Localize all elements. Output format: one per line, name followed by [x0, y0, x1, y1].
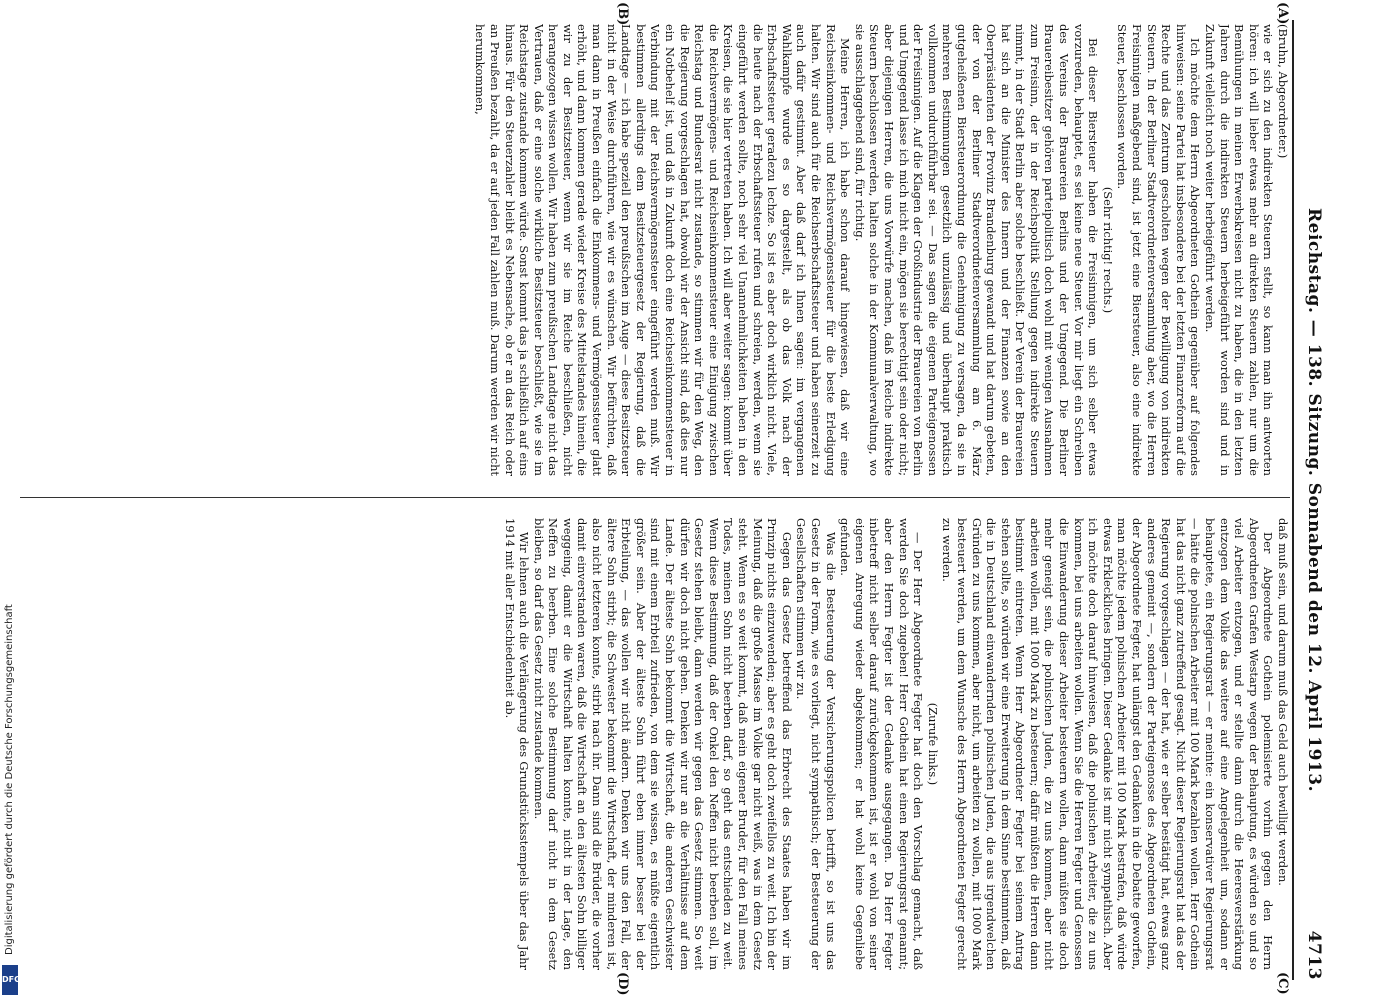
paragraph: — Der Herr Abgeordnete Fegter hat doch den Vorschlag gemacht, daß werden Sie doch zugeben! Herr Gothein hat einen Regierungsrat genannt; aber den Herrn Fegter ist der Gedanke ausgegangen. Da Herr Fegter inbetreff nicht selber darauf zurückgekommen ist, ist er wohl von seiner eigenen Anregung wieder abgekommen; er hat wohl keine Gegenliebe gefunden. [838, 518, 926, 970]
paragraph: wie er sich zu den indirekten Steuern stellt, so kann man ihn antworten hören: ich will lieber etwas mehr an direkten Steuern zahlen, nur um die Bemühungen in meinen Erwerbskreisen nicht zu haben, die in den letzten Jahren durch die indirekten Steuern herbeigeführt worden sind und in Zukunft vielleicht noch weiter herbeigeführt werden. [1203, 24, 1276, 476]
paragraph: Wir lehnen auch die Verlängerung des Grundstücksstempels über das Jahr 1914 mit aller Entschiedenheit ab. [502, 518, 532, 970]
interjection: (Sehr richtig! rechts.) [1100, 186, 1115, 314]
margin-letter-c: (C) [1275, 972, 1290, 995]
paragraph: daß muß sein, und darum muß das Geld auch bewilligt werden. [1276, 518, 1290, 886]
paragraph: Ich möchte dem Herrn Abgeordneten Gothein gegenüber auf folgendes hinweisen: seine Partei hat insbesondere bei der letzten Finanzreform auf die Rechte und das Zentrum gescholten wegen der Bewilligung von indirekten Steuern. In der Berliner Stadtverordnetenversammlung aber, wo die Herren Freisinnigen maßgebend sind, ist jetzt eine Biersteuer, also eine indirekte Steuer, beschlossen worden. [1115, 24, 1203, 476]
page-number: 4713 [1304, 930, 1324, 980]
interjection: (Zurufe links.) [925, 702, 940, 786]
paragraph: Was die Besteuerung der Versicherungspolicen betrifft, so ist uns das Gesetz in der Form, wie es vorliegt, nicht sympathisch; der Besteuerung der Gesellschaften stimmen wir zu. [794, 518, 838, 970]
column-divider [20, 497, 1290, 498]
paragraph: Der Abgeordnete Gothein polemisierte vorhin gegen den Herrn Abgeordneten Grafen Westarp wegen der Behauptung, es würden so und so viel Arbeiter entzogen, und er stellte dann durch die Heeresverstärkung entzogen dem Volke das weitere auf eine Angelegenheit um, sodann er behauptete, ein Regierungsrat — er meinte: ein konservativer Regierungsrat — hätte die polnischen Arbeiter mit 100 Mark bezahlen wollen. Herr Gothein hat das nicht ganz zutreffend gesagt. Nicht dieser Regierungsrat hat das der Regierung vorgeschlagen — der hat, wie er selber bestätigt hat, etwas ganz anderes gemeint —, sondern der Parteigenosse des Abgeordneten Gothein, der Abgeordnete Fegter, hat unlängst den Gedanken in die Debatte geworfen, man möchte jedem polnischen Arbeiter mit 100 Mark bestrafen, daß würde etwas Erkleckliches bringen. Dieser Gedanke ist mir nicht sympathisch. Aber ich möchte doch darauf hinweisen, daß die polnischen Arbeiter, die zu uns kommen, bei uns arbeiten wollen. Wenn Sie die Herren Fegter und Genossen die Einwanderung dieser Arbeiter besteuern wollen, dann müßten sie doch mehr geneigt sein, die polnischen Juden, die zu uns kommen, aber nicht arbeiten wollen, mit 1000 Mark zu besteuern; dafür müßten die Herren dann bestimmt eintreten. Wenn Herr Abgeordneter Fegter bei seinem Antrag stehen sollte, so würden wir eine Erweiterung in dem Sinne bestimmtem, daß die in Deutschland einwandernden polnischen Juden, die aus irgendwelchen Gründen zu uns kommen, aber nicht, um arbeiten zu wollen, mit 1000 Mark besteuert werden, um dem Wunsche des Herrn Abgeordneten Fegter gerecht zu werden. [940, 518, 1276, 970]
margin-letter-a: (A) [1275, 2, 1290, 25]
credit-text: Digitalisierung gefördert durch die Deutsche Forschungsgemeinschaft [4, 604, 15, 955]
dfg-logo: DFG [2, 965, 18, 995]
paragraph: Gegen das Gesetz betreffend das Erbrecht des Staates haben wir im Prinzip nichts einzuwenden; aber es geht doch zweifellos zu weit. Ich bin der Meinung, daß die große Masse im Volke gar nicht weiß, was in dem Gesetz steht. Wenn es so weit kommt, daß mein eigener Bruder, für den Fall meines Todes, meinen Sohn nicht beerben darf, so geht das entschieden zu weit. Wenn diese Bestimmung, daß der Onkel den Neffen nicht beerben soll, im Gesetz stehen bleibt, dann werden wir gegen das Gesetz stimmen. So weit dürfen wir doch nicht gehen. Denken wir nur an die Verhältnisse auf dem Lande. Der älteste Sohn bekommt die Wirtschaft, die anderen Geschwister sind mit einem Erbteil zufrieden, von dem sie wissen, es müßte eigentlich größer sein. Aber der älteste Sohn führt eben immer besser bei der Erbteilung, — das wollen wir nicht ändern. Denken wir uns den Fall, der ältere Sohn stirbt; die Schwester bekommt die Wirtschaft, der minderen ist, also nicht letzteren konnte, stirbt nach ihr. Dann sind die Brüder, die vorher damit einverstanden waren, daß die Wirtschaft an den ältesten Sohn billiger weggeing, damit er die Wirtschaft halten konnte, nicht in der Lage, den Neffen zu beerben. Eine solche Bestimmung darf nicht in dem Gesetz bleiben, so darf das Gesetz nicht zustande kommen. [531, 518, 794, 970]
margin-letter-b: (B) [615, 2, 630, 26]
paragraph: Meine Herren, ich habe schon darauf hingewiesen, daß wir eine Reichseinkommen- und Reichsvermögenssteuer für die beste Erledigung halten. Wir sind auch für die Reichserbschaftssteuer und haben seinerzeit zu auch dafür gestimmt. Aber daß darf ich Ihnen sagen: im vergangenen Wahlkampfe wurde es so dargestellt, als ob das Volk nach der Erbschaftssteuer geradezu lechze. So ist es aber doch wirklich nicht. Viele, die heute nach der Erbschaftssteuer rufen und schreien, werden, wenn sie eingeführt werden sollte, noch sehr viel Unannehmlichkeiten haben in den Kreisen, die sie hier vertreten haben. Ich will aber weiter sagen: kommt über die Reichsvermögens- und Reichseinkommensteuer eine Einigung zwischen Reichstag und Bundesrat nicht zustande, so stimmen wir für den Weg, den die Regierung vorgeschlagen hat, obwohl wir der Ansicht sind, daß dies nur ein Notbehelf ist, und daß in Zukunft doch eine Reichseinkommensteuer in Verbindung mit der Reichsvermögenssteuer eingeführt werden muß. Wir bestimmen allerdings dem Besitzsteuergesetz der Regierung, daß die Landtage — ich habe speziell den preußischen im Auge — diese Besitzsteuer nicht in der Weise durchführen, wie wir es wünschen. Wir befürchten, daß man dann in Preußen einfach die Einkommens- und Vermögenssteuer glatt erhöht, und dann kommen gerade wieder Kreise des Mittelstandes hinein, die wir zu der Besitzsteuer, wenn wir sie im Reiche beschließen, nicht herangezogen wissen wollen. Wir haben zum preußischen Landtage nicht das Vertrauen, daß er eine solche wirkliche Besitzsteuer beschließt, wie sie im Reichstage zustande kommen würde. Sonst kommt das ja schließlich auf eins hinaus. Für den Steuerzahler bleibt es Nebensache, ob er an das Reich oder an Preußen bezahlt, da er auf jeden Fall zahlen muß. Darum werden wir nicht herumkommen, [473, 24, 853, 476]
speaker-note: (Bruhn, Abgeordneter.) [1276, 24, 1290, 159]
margin-letter-d: (D) [615, 972, 630, 996]
page-header [1294, 20, 1324, 980]
paragraph: Bei dieser Biersteuer haben die Freisinnigen, um sich selber etwas vorzureden, behauptet, es sei keine neue Steuer. Vor mir liegt ein Schreiben des Vereins der Brauereien Berlins und der Umgegend. Die Berliner Brauereibesitzer gehören parteipolitisch doch wohl mit wenigen Ausnahmen zum Freisinn, der in der Reichspolitik Stellung gegen indirekte Steuern nimmt, in der Stadt Berlin aber solche beschließt. Der Verein der Brauereien hat sich an die Minister des Innern und der Finanzen sowie an den Oberpräsidenten der Provinz Brandenburg gewandt und hat darum gebeten, der von der Berliner Stadtverordnetenversammlung am 6. März gutgeheißenen Biersteuerordnung die Genehmigung zu versagen, da sie in mehreren Bestimmungen gesetzlich unzulässig und überhaupt praktisch vollkommen undurchführbar sei. — Das sagen die eigenen Parteigenossen der Freisinnigen. Auf die Klagen der Großindustrie der Brauereien von Berlin und Umgegend lasse ich mich nicht ein, mögen sie berechtigt sein oder nicht; aber diejenigen Herren, die uns Vorwürfe machen, daß im Reiche indirekte Steuern beschlossen werden, halten solche in der Kommunalverwaltung, wo sie ausschlaggebend sind, für richtig. [852, 24, 1101, 476]
digitization-credit [0, 0, 20, 1000]
left-column [20, 24, 1290, 476]
right-column [20, 518, 1290, 970]
header-rule [1292, 20, 1294, 980]
running-title: Reichstag. — 138. Sitzung. Sonnabend den 12. April 1913. [1304, 208, 1324, 792]
